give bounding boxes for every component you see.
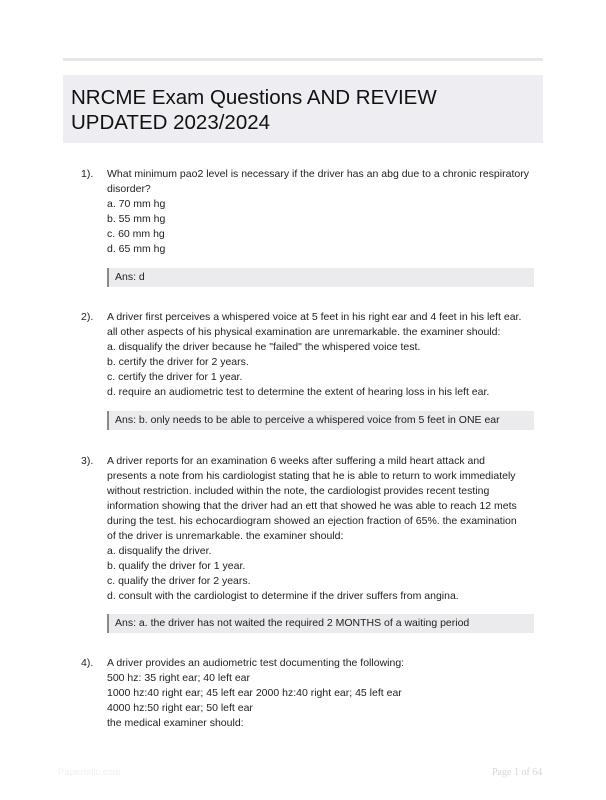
answer-box: Ans: a. the driver has not waited the required 2 MONTHS of a waiting period — [107, 614, 534, 633]
question-text — [107, 167, 539, 257]
question-line: 500 hz: 35 right ear; 40 left ear — [107, 672, 251, 684]
title-block — [63, 75, 543, 143]
question-text — [107, 454, 539, 604]
question-line: all other aspects of his physical examination are unremarkable. the examiner should: — [107, 326, 501, 338]
question-line: of the driver is unremarkable. the examiner should: — [107, 530, 344, 542]
option-a: a. disqualify the driver because he "failed" the whispered voice test. — [107, 341, 421, 353]
option-a: a. disqualify the driver. — [107, 545, 212, 557]
answer-box: Ans: d — [107, 268, 534, 287]
question-number: 4). — [81, 657, 94, 669]
option-d: d. 65 mm hg — [107, 243, 166, 255]
option-d: d. consult with the cardiologist to determine if the driver suffers from angina. — [107, 590, 459, 602]
document-title: NRCME Exam Questions AND REVIEW UPDATED 2023/2024 — [71, 86, 437, 134]
question-line: A driver provides an audiometric test documenting the following: — [107, 657, 405, 669]
option-c: c. 60 mm hg — [107, 228, 165, 240]
question-line: without restriction. included within the note, the cardiologist provides recent testing — [107, 485, 490, 497]
page-number: Page 1 of 64 — [492, 767, 543, 778]
question-text — [107, 656, 539, 731]
footer-watermark: Papertelic.com — [58, 767, 121, 778]
question-text — [107, 310, 539, 400]
question-line: the medical examiner should: — [107, 717, 244, 729]
question-line: 4000 hz:50 right ear; 50 left ear — [107, 702, 253, 714]
question-line: What minimum pao2 level is necessary if the driver has an abg due to a chronic respiratory — [107, 168, 529, 180]
question-line: information showing that the driver had an ett that showed he was able to reach 12 mets — [107, 500, 517, 512]
option-b: b. qualify the driver for 1 year. — [107, 560, 246, 572]
answer-box: Ans: b. only needs to be able to perceive a whispered voice from 5 feet in ONE ear — [107, 411, 534, 430]
question-number: 2). — [81, 311, 94, 323]
option-b: b. 55 mm hg — [107, 213, 166, 225]
option-d: d. require an audiometric test to determine the extent of hearing loss in his left ear. — [107, 386, 490, 398]
option-c: c. certify the driver for 1 year. — [107, 371, 243, 383]
question-line: presents a note from his cardiologist stating that he is able to return to work immediately — [107, 470, 516, 482]
question-line: 1000 hz:40 right ear; 45 left ear 2000 hz:40 right ear; 45 left ear — [107, 687, 402, 699]
question-line: during the test. his echocardiogram showed an ejection fraction of 65%. the examination — [107, 515, 517, 527]
option-b: b. certify the driver for 2 years. — [107, 356, 249, 368]
top-divider — [63, 58, 543, 61]
question-number: 1). — [81, 168, 94, 180]
question-line: A driver first perceives a whispered voice at 5 feet in his right ear and 4 feet in his left ear. — [107, 311, 522, 323]
question-line: A driver reports for an examination 6 weeks after suffering a mild heart attack and — [107, 455, 485, 467]
option-c: c. qualify the driver for 2 years. — [107, 575, 251, 587]
question-number: 3). — [81, 455, 94, 467]
option-a: a. 70 mm hg — [107, 198, 166, 210]
question-line: disorder? — [107, 183, 151, 195]
